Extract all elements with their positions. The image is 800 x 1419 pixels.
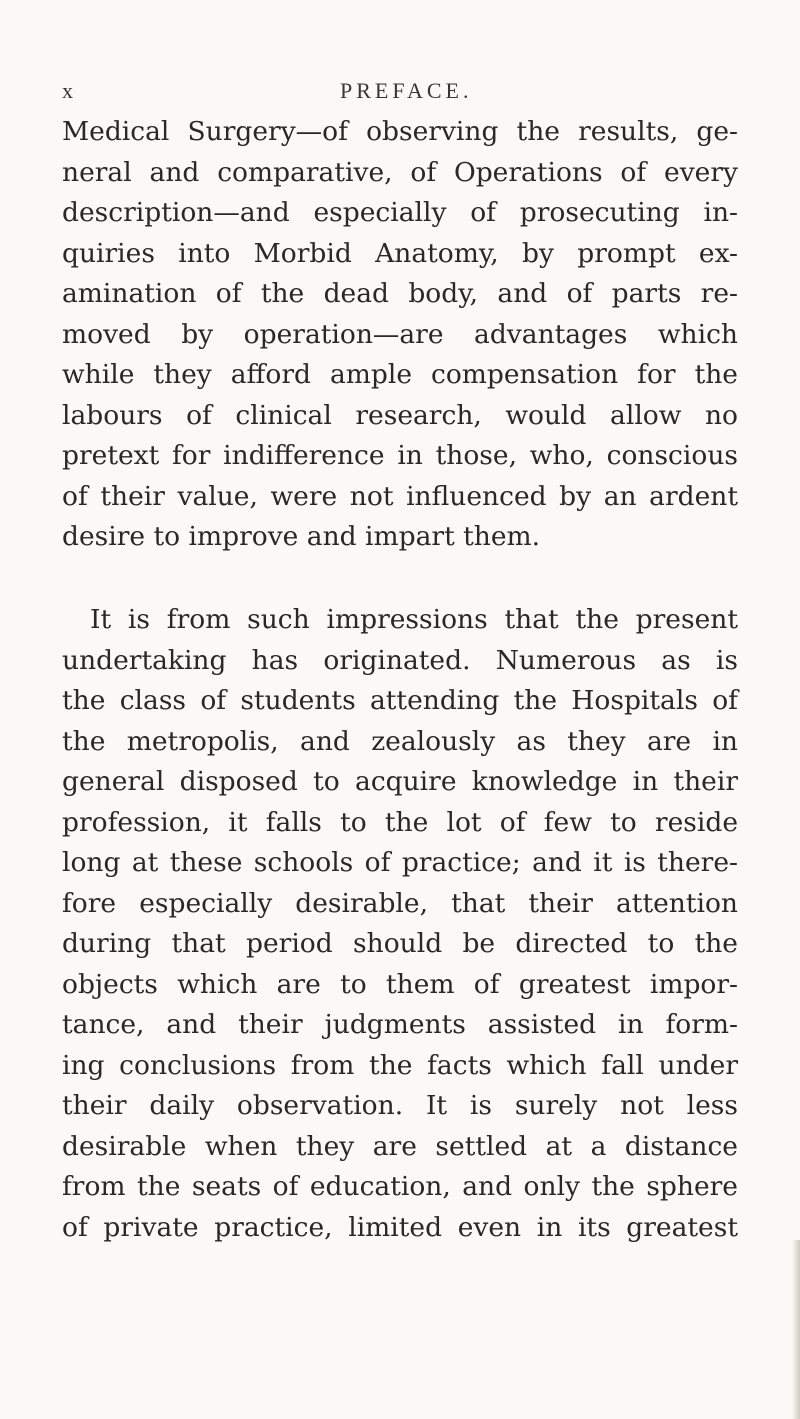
text-line: pretext for indifference in those, who, conscious xyxy=(62,440,738,471)
text-line: labours of clinical research, would allow no xyxy=(62,399,738,431)
text-line: It is from such impressions that the present xyxy=(90,604,738,635)
text-line: description—and especially of prosecuting in- xyxy=(62,197,738,228)
text-line: of private practice, limited even in its greatest xyxy=(62,1211,738,1243)
text-line: ing conclusions from the facts which fall under xyxy=(62,1049,738,1081)
page-edge-shadow xyxy=(792,1240,800,1419)
text-line: amination of the dead body, and of parts re- xyxy=(62,278,738,309)
text-line: fore especially desirable, that their attention xyxy=(62,887,738,919)
text-line: neral and comparative, of Operations of every xyxy=(62,156,738,188)
text-line: during that period should be directed to the xyxy=(62,928,738,959)
text-line: quiries into Morbid Anatomy, by prompt ex- xyxy=(62,237,738,269)
text-line: undertaking has originated. Numerous as is xyxy=(62,644,738,676)
text-line: desirable when they are settled at a distance xyxy=(62,1130,738,1162)
text-line: long at these schools of practice; and it is there- xyxy=(62,847,738,878)
text-line: of their value, were not influenced by an ardent xyxy=(62,480,738,512)
text-line: moved by operation—are advantages which xyxy=(62,318,738,350)
text-line: their daily observation. It is surely not less xyxy=(62,1090,738,1121)
page-title: PREFACE. xyxy=(340,78,473,103)
text-line: from the seats of education, and only the sphere xyxy=(62,1171,738,1202)
text-line: while they afford ample compensation for the xyxy=(62,359,738,390)
text-line: the class of students attending the Hospitals of xyxy=(62,685,738,716)
text-line: tance, and their judgments assisted in form- xyxy=(62,1009,738,1040)
paragraph-1 xyxy=(62,112,738,558)
page-number: x xyxy=(62,78,77,103)
paragraph-2 xyxy=(62,600,738,1248)
text-line: Medical Surgery—of observing the results, ge- xyxy=(62,116,738,147)
running-head xyxy=(62,78,738,108)
text-line: profession, it falls to the lot of few to reside xyxy=(62,806,738,838)
text-line: the metropolis, and zealously as they are in xyxy=(62,725,738,757)
text-line: desire to improve and impart them. xyxy=(62,521,541,552)
text-line: objects which are to them of greatest impor- xyxy=(62,968,738,1000)
text-line: general disposed to acquire knowledge in their xyxy=(62,766,738,797)
